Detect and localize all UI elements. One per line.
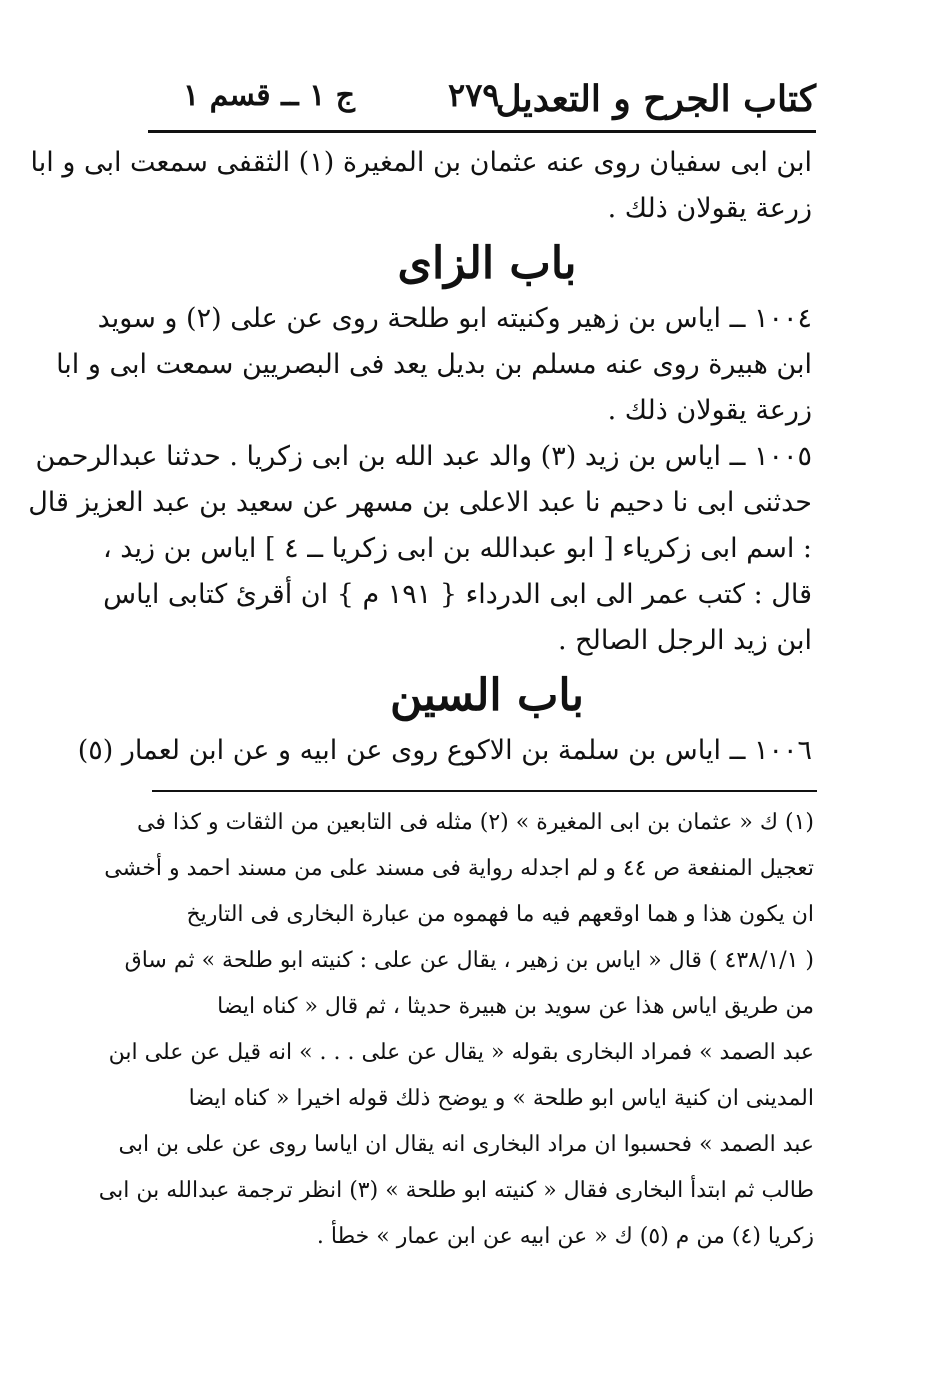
- text-line: ابن ابى سفيان روى عنه عثمان بن المغيرة (١) الثقفى سمعت ابى و ابا: [30, 147, 812, 178]
- footnote-line: عبد الصمد » فحسبوا ان مراد البخارى انه يقال ان اياسا روى عن على بن ابى: [118, 1132, 814, 1157]
- entry-1005-line: ١٠٠٥ ــ اياس بن زيد (٣) والد عبد الله بن ابى زكريا . حدثنا عبدالرحمن: [35, 441, 812, 472]
- page-header: [148, 70, 816, 132]
- entry-1005-line: قال : كتب عمر الى ابى الدرداء { ١٩١ م } ان أقرئ كتابى اياس: [103, 579, 812, 610]
- entry-1004-line: ١٠٠٤ ــ اياس بن زهير وكنيته ابو طلحة روى عن على (٢) و سويد: [97, 303, 812, 334]
- text-line: زرعة يقولان ذلك .: [607, 193, 812, 224]
- footnote-line: تعجيل المنفعة ص ٤٤ و لم اجدله رواية فى مسند على من مسند احمد و أخشى: [104, 856, 814, 881]
- footnote-line: المدينى ان كنية اياس ابو طلحة » و يوضح ذلك قوله اخيرا « كناه ايضا: [188, 1086, 814, 1111]
- footnote-rule: [152, 790, 817, 792]
- book-title: كتاب الجرح و التعديل: [495, 78, 816, 120]
- header-rule: [148, 130, 816, 133]
- footnote-line: (١) ك « عثمان بن ابى المغيرة » (٢) مثله فى التابعين من الثقات و كذا فى: [137, 810, 814, 835]
- footnote-line: من طريق اياس هذا عن سويد بن هبيرة حديثا ، ثم قال « كناه ايضا: [217, 994, 814, 1019]
- section-heading-zai: باب الزاى: [397, 238, 577, 289]
- footnotes: [98, 800, 814, 1260]
- volume-label: ج ١ ــ قسم ١: [183, 78, 356, 113]
- entry-1005-line: ابن زيد الرجل الصالح .: [558, 625, 812, 656]
- page-number: ٢٧٩: [448, 76, 500, 114]
- entry-1004-line: زرعة يقولان ذلك .: [607, 395, 812, 426]
- entry-1005-line: حدثنى ابى نا دحيم نا عبد الاعلى بن مسهر عن سعيد بن عبد العزيز قال: [28, 487, 812, 518]
- section-heading-sin: باب السين: [389, 670, 585, 721]
- entry-1004-line: ابن هبيرة روى عنه مسلم بن بديل يعد فى البصريين سمعت ابى و ابا: [56, 349, 812, 380]
- entry-1006-line: ١٠٠٦ ــ اياس بن سلمة بن الاكوع روى عن ابيه و عن ابن لعمار (٥): [77, 735, 812, 766]
- entry-1005-line: : اسم ابى زكرياء [ ابو عبدالله بن ابى زكريا ــ ٤ ] اياس بن زيد ،: [102, 533, 812, 564]
- footnote-line: ( ٤٣٨/١/١ ) قال « اياس بن زهير ، يقال عن على : كنيته ابو طلحة » ثم ساق: [124, 948, 814, 973]
- main-text: [28, 140, 812, 774]
- footnote-line: زكريا (٤) من م (٥) ك « عن ابيه عن ابن عمار » خطأ .: [316, 1224, 814, 1249]
- footnote-line: ان يكون هذا و هما اوقعهم فيه ما فهموه من عبارة البخارى فى التاريخ: [186, 902, 814, 927]
- footnote-line: عبد الصمد » فمراد البخارى بقوله « يقال عن على . . . » انه قيل عن على ابن: [108, 1040, 814, 1065]
- footnote-line: طالب ثم ابتدأ البخارى فقال « كنيته ابو طلحة » (٣) انظر ترجمة عبدالله بن ابى: [98, 1178, 814, 1203]
